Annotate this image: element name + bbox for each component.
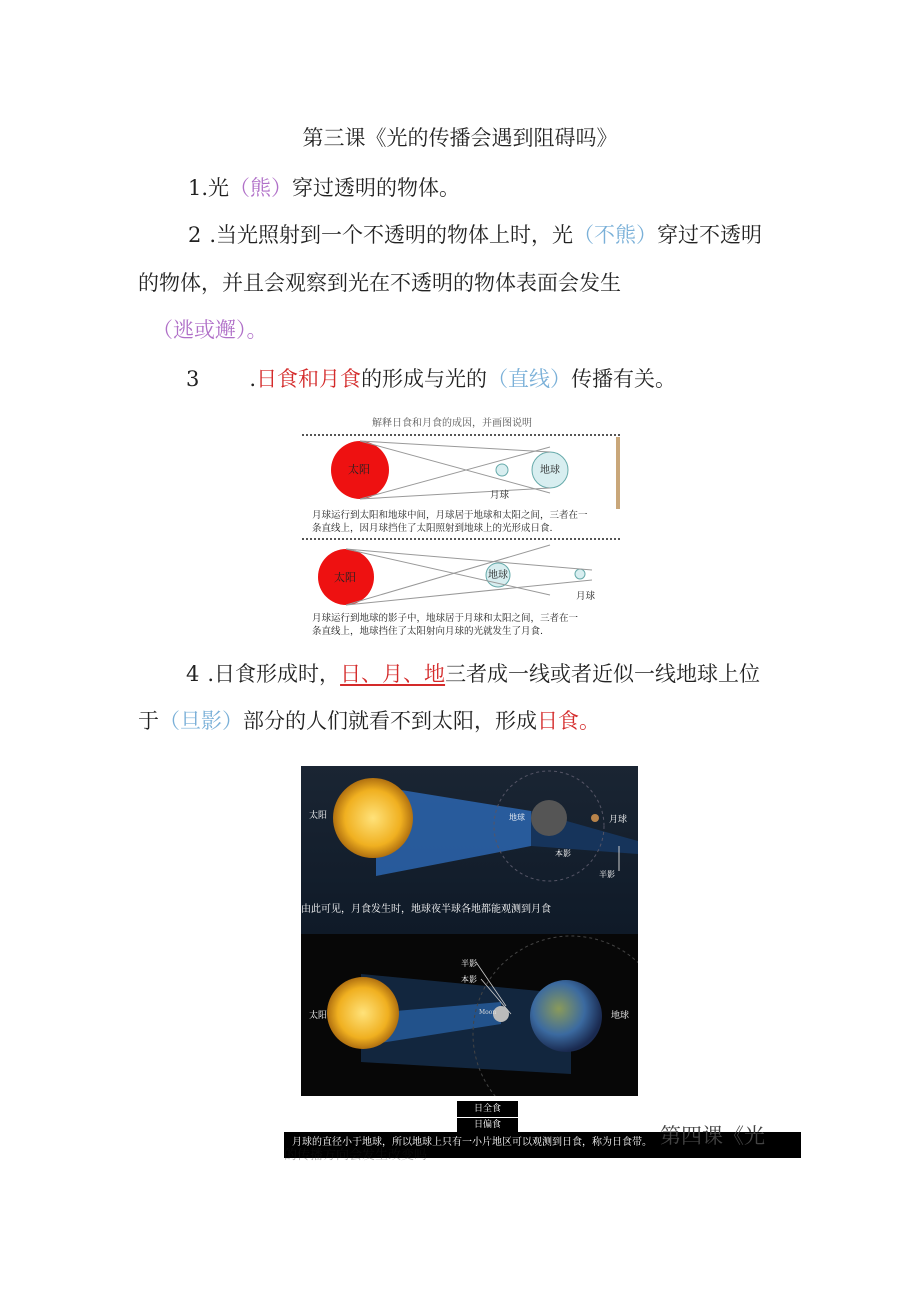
divider [302, 434, 620, 436]
q1-pre: 光 [208, 176, 230, 200]
solar-eclipse-note-2: 条直线上，因月球挡住了太阳照射到地球上的光形成日食. [312, 523, 553, 534]
eclipse-photo [301, 766, 638, 1096]
moon-shape [575, 569, 585, 579]
legend-partial: 日偏食 [457, 1118, 518, 1132]
eclipse-diagram [302, 434, 622, 638]
figure-1-caption: 解释日食和月食的成因，并画图说明 [372, 418, 532, 429]
q1-answer: （熊） [229, 176, 293, 200]
q1-number: 1. [188, 176, 209, 200]
q2-number: 2 [188, 223, 202, 247]
q3-answer: （直线） [487, 367, 572, 391]
next-lesson-title: 第四课《光 [660, 1124, 765, 1148]
sun-label: 太阳 [309, 1011, 328, 1021]
q3-dot: . [249, 367, 257, 391]
lunar-caption: 由此可见，月食发生时，地球夜半球各地都能观测到月食 [301, 904, 551, 915]
umbra-label: 本影 [555, 849, 571, 858]
question-1 [188, 172, 460, 202]
solar-eclipse-panel [302, 437, 622, 537]
lunar-eclipse-illustration [301, 766, 638, 934]
legend-total: 日全食 [457, 1101, 518, 1117]
q1-post: 穿过透明的物体。 [292, 176, 461, 200]
q3-mid: 的形成与光的 [361, 367, 488, 391]
earth-label: 地球 [540, 465, 560, 476]
solar-eclipse-illustration [301, 934, 638, 1096]
question-2-line-2: 的物体，并且会观察到光在不透明的物体表面会发生 [138, 271, 621, 295]
solar-eclipse-note-1: 月球运行到太阳和地球中间，月球居于地球和太阳之间，三者在一 [312, 510, 588, 521]
q3-post: 传播有关。 [571, 367, 677, 391]
moon-shape [496, 464, 508, 476]
earth-label: 地球 [509, 813, 525, 822]
earth-shape [530, 980, 602, 1052]
q2-answer-2: （逃或邂）。 [152, 318, 268, 342]
sun-label: 太阳 [309, 811, 328, 821]
sun-shape [327, 977, 399, 1049]
lunar-eclipse-panel [302, 540, 622, 640]
sun-label: 太阳 [348, 463, 370, 476]
moon-label: 月球 [576, 591, 596, 602]
footer-caption: 月球的直径小于地球，所以地球上只有一小片地区可以观测到日食，称为日食带。 [292, 1137, 652, 1148]
question-4-line-2 [138, 705, 600, 735]
lunar-eclipse-note-2: 条直线上，地球挡住了太阳射向月球的光就发生了月食. [312, 626, 544, 637]
q3-red: 日食和月食 [256, 367, 362, 391]
q4-line2-pre: 于 [138, 709, 159, 733]
page-title: 第三课《光的传播会遇到阻碍吗》 [302, 126, 618, 150]
q4-line2-mid: 部分的人们就看不到太阳，形成 [243, 709, 537, 733]
earth-label: 地球 [611, 1011, 630, 1021]
moon-label: Moon [479, 1009, 497, 1016]
question-2 [188, 219, 762, 249]
umbra-label: 本影 [461, 975, 477, 984]
q4-text-b: 三者成一线或者近似一线地球上位 [445, 662, 761, 686]
moon-label: 月球 [609, 815, 628, 825]
q3-number: 3 [186, 367, 200, 391]
q4-number: 4 [186, 662, 200, 686]
earth-shape [531, 800, 567, 836]
lunar-eclipse-note-1: 月球运行到地球的影子中，地球居于月球和太阳之间，三者在一 [312, 613, 579, 624]
q4-red-2: 日食。 [537, 709, 600, 733]
q2-text-a: .当光照射到一个不透明的物体上时，光 [209, 223, 574, 247]
question-3 [186, 363, 676, 393]
question-4 [186, 658, 760, 688]
penumbra-label: 半影 [599, 870, 615, 879]
footer-faded-text: 的传播方向会发生改变吗 [284, 1148, 428, 1163]
moon-shape [591, 814, 599, 822]
sun-label: 太阳 [334, 571, 356, 584]
q4-red: 日、月、地 [340, 662, 446, 686]
earth-label: 地球 [488, 570, 508, 581]
sun-shape [333, 778, 413, 858]
q4-text-a: .日食形成时， [207, 662, 341, 686]
q2-text-b: 穿过不透明 [657, 223, 763, 247]
q4-answer: （旦影） [159, 709, 243, 733]
moon-label: 月球 [490, 490, 510, 501]
q2-answer-1: （不熊） [573, 223, 658, 247]
penumbra-label: 半影 [461, 959, 477, 968]
